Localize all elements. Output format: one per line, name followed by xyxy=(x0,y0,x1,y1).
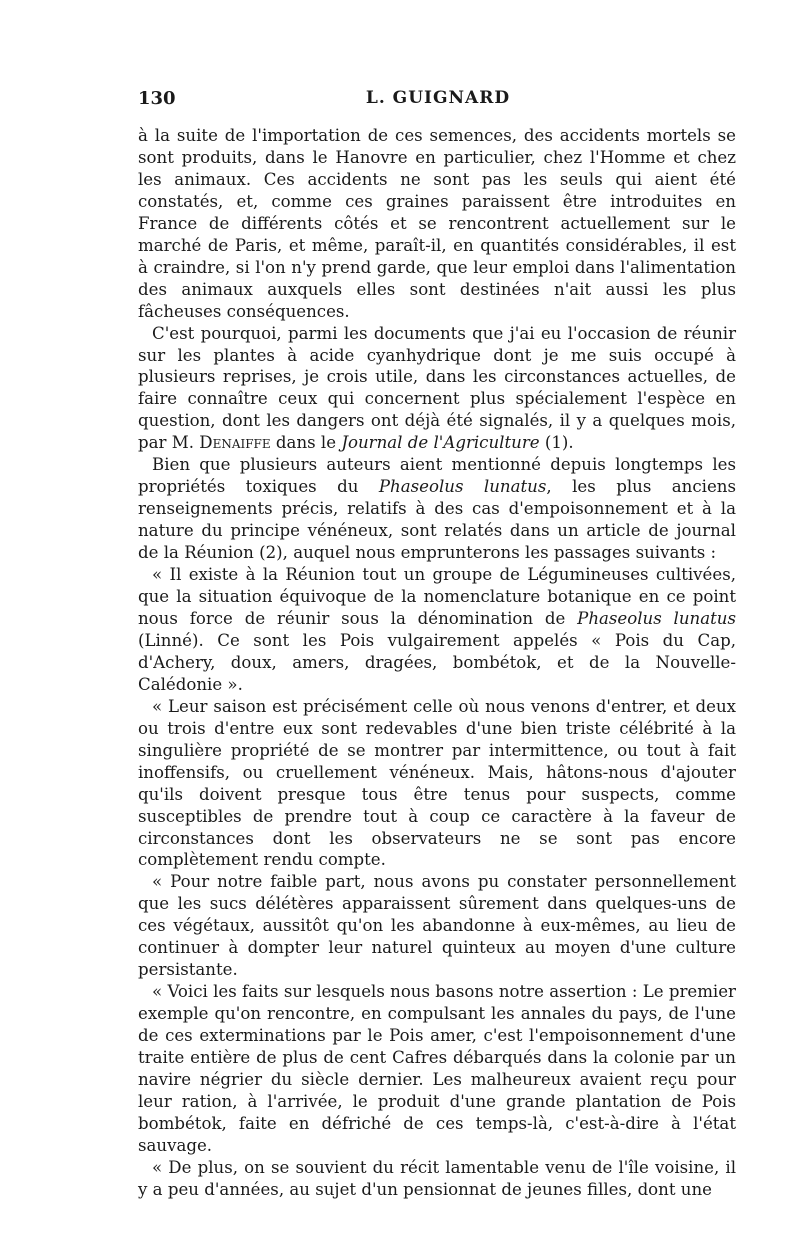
species-name: Phaseolus lunatus xyxy=(577,608,736,628)
footnote-ref-1: (1). xyxy=(539,433,574,453)
running-head-author: L. GUIGNARD xyxy=(365,88,511,108)
paragraph-7-text: « Voici les faits sur lesquels nous basons notre assertion : Le premier exemple qu'on rencontre, en compulsant les annales du pays, de l'une de ces exterminations par le Pois amer, c'est l'empoisonnement d'une traite entière de plus de cent Cafres débarqués dans la colonie par un navire négrier du siècle dernier. Les malheureux avaient reçu pour leur ration, à l'arrivée, le produit d'une grande plantation de Pois bombétok, faite en défriché de ces temps-là, c'est-à-dire à l'état sauvage. xyxy=(138,982,736,1155)
page-number: 130 xyxy=(138,88,176,109)
paragraph-3-text-b: , les plus anciens renseignements précis, relatifs à des cas d'empoisonnement et à la nature du principe vénéneux, sont relatés dans un article de journal de la Réunion (2), auquel nous emprunterons les passages suivants : xyxy=(138,477,736,563)
species-name: Phaseolus lunatus xyxy=(378,477,547,497)
paragraph-4-text-b: (Linné). Ce sont les Pois vulgairement appelés « Pois du Cap, d'Achery, doux, amers, dragées, bombétok, et de la Nouvelle-Calédonie ». xyxy=(138,630,736,694)
paragraph-3 xyxy=(138,454,736,564)
paragraph-2 xyxy=(138,323,736,455)
paragraph-1 xyxy=(138,125,736,323)
paragraph-2-text-a: C'est pourquoi, parmi les documents que j'ai eu l'occasion de réunir sur les plantes à acide cyanhydrique dont je me suis occupé à plusieurs reprises, je crois utile, dans les circonstances actuelles, de faire connaître ceux qui concernent plus spécialement l'espèce en question, dont les dangers ont déjà été signalés, il y a quelques mois, par M. xyxy=(138,323,736,453)
paragraph-7 xyxy=(138,981,736,1157)
running-head xyxy=(138,88,738,114)
paragraph-4-text-a: « Il existe à la Réunion tout un groupe de Légumineuses cultivées, que la situation équivoque de la nomenclature botanique en ce point nous force de réunir sous la dénomination de xyxy=(138,565,736,628)
paragraph-8-text: « De plus, on se souvient du récit lamentable venu de l'île voisine, il y a peu d'années, au sujet d'un pensionnat de jeunes filles, dont une xyxy=(138,1157,736,1199)
paragraph-2-text-b: dans le xyxy=(270,433,342,453)
paragraph-5-text: « Leur saison est précisément celle où nous venons d'entrer, et deux ou trois d'entre eux sont redevables d'une bien triste célébrité à la singulière propriété de se montrer par intermittence, ou tout à fait inoffensifs, ou cruellement vénéneux. Mais, hâtons-nous d'ajouter qu'ils doivent presque tous être tenus pour suspects, comme susceptibles de prendre tout à coup ce caractère à la faveur de circonstances dont les observateurs ne se sont pas encore complètement rendu compte. xyxy=(138,696,736,870)
journal-title: Journal de l'Agriculture xyxy=(341,433,540,453)
paragraph-5 xyxy=(138,696,736,872)
paragraph-4 xyxy=(138,564,736,696)
paragraph-6 xyxy=(138,871,736,981)
paragraph-3-text-a: Bien que plusieurs auteurs aient mentionné depuis longtemps les propriétés toxiques du xyxy=(138,455,736,497)
paragraph-1-text: à la suite de l'importation de ces semences, des accidents mortels se sont produits, dans le Hanovre en particulier, chez l'Homme et chez les animaux. Ces accidents ne sont pas les seuls qui aient été constatés, et, comme ces graines paraissent être introduites en France de différents côtés et se rencontrent actuellement sur le marché de Paris, et même, paraît-il, en quantités considérables, il est à craindre, si l'on n'y prend garde, que leur emploi dans l'alimentation des animaux auxquels elles sont destinées n'ait aussi les plus fâcheuses conséquences. xyxy=(138,126,736,321)
body-text xyxy=(138,125,736,1201)
paragraph-8 xyxy=(138,1157,736,1201)
paragraph-6-text: « Pour notre faible part, nous avons pu constater personnellement que les sucs délétères apparaissent sûrement dans quelques-uns de ces végétaux, aussitôt qu'on les abandonne à eux-mêmes, au lieu de continuer à dompter leur naturel quinteux au moyen d'une culture persistante. xyxy=(138,872,736,980)
author-name-denaiffe: Denaiffe xyxy=(199,433,271,453)
